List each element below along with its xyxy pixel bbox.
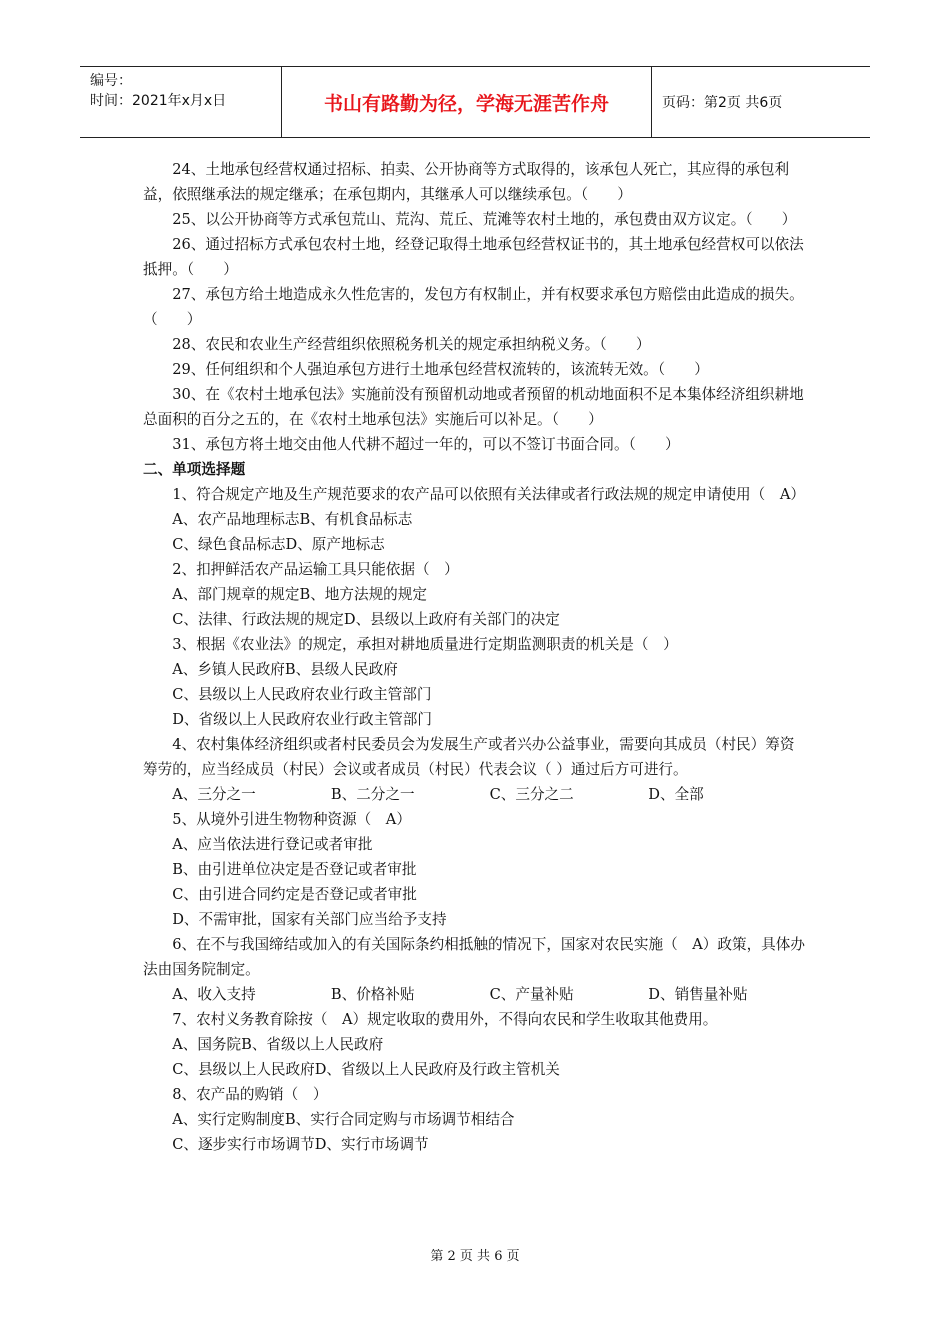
header-page-info: 页码：第2页 共6页	[662, 95, 783, 111]
question-6-option-b: B、价格补贴	[330, 986, 415, 1003]
question-5-stem: 5、从境外引进生物物种资源（ A）	[172, 811, 411, 828]
question-1-stem: 1、符合规定产地及生产规范要求的农产品可以依照有关法律或者行政法规的规定申请使用（ A）	[172, 486, 805, 503]
question-4-option-b: B、二分之一	[330, 786, 415, 803]
question-7-stem: 7、农村义务教育除按（ A）规定收取的费用外，不得向农民和学生收取其他费用。	[172, 1011, 718, 1028]
judgment-item-28: 28、农民和农业生产经营组织依照税务机关的规定承担纳税义务。（ ）	[172, 336, 651, 353]
question-8-stem: 8、农产品的购销（ ）	[172, 1086, 328, 1103]
judgment-item-31: 31、承包方将土地交由他人代耕不超过一年的，可以不签订书面合同。（ ）	[172, 436, 680, 453]
question-1-options-cd: C、绿色食品标志D、原产地标志	[172, 536, 385, 553]
document-body	[143, 157, 807, 1157]
question-5-option-d: D、不需审批，国家有关部门应当给予支持	[172, 911, 447, 928]
judgment-item-24: 24、土地承包经营权通过招标、拍卖、公开协商等方式取得的，该承包人死亡，其应得的承包利益，依照继承法的规定继承；在承包期内，其继承人可以继续承包。（ ）	[143, 161, 790, 203]
question-5-option-a: A、应当依法进行登记或者审批	[172, 836, 373, 853]
question-2-stem: 2、扣押鲜活农产品运输工具只能依据（ ）	[172, 561, 459, 578]
question-4-option-c: C、三分之二	[489, 786, 574, 803]
question-2-options-cd: C、法律、行政法规的规定D、县级以上政府有关部门的决定	[172, 611, 560, 628]
question-2-options-ab: A、部门规章的规定B、地方法规的规定	[172, 586, 427, 603]
judgment-item-27: 27、承包方给土地造成永久性危害的，发包方有权制止，并有权要求承包方赔偿由此造成的损失。（ ）	[143, 286, 804, 328]
section-title: 二、单项选择题	[143, 461, 246, 478]
question-4-option-d: D、全部	[648, 786, 704, 803]
question-5-option-b: B、由引进单位决定是否登记或者审批	[172, 861, 417, 878]
question-8-options-ab: A、实行定购制度B、实行合同定购与市场调节相结合	[172, 1111, 515, 1128]
question-5-option-c: C、由引进合同约定是否登记或者审批	[172, 886, 417, 903]
question-1-options-ab: A、农产品地理标志B、有机食品标志	[172, 511, 413, 528]
question-7-options-cd: C、县级以上人民政府D、省级以上人民政府及行政主管机关	[172, 1061, 560, 1078]
question-3-options-ab: A、乡镇人民政府B、县级人民政府	[172, 661, 398, 678]
question-6-options	[143, 982, 807, 1007]
header-meta	[80, 67, 282, 137]
judgment-item-30: 30、在《农村土地承包法》实施前没有预留机动地或者预留的机动地面积不足本集体经济组织耕地总面积的百分之五的，在《农村土地承包法》实施后可以补足。（ ）	[143, 386, 804, 428]
time-label: 时间：2021年x月x日	[90, 93, 227, 109]
question-6-option-d: D、销售量补贴	[648, 986, 748, 1003]
question-3-option-d: D、省级以上人民政府农业行政主管部门	[172, 711, 432, 728]
question-8-options-cd: C、逐步实行市场调节D、实行市场调节	[172, 1136, 429, 1153]
judgment-item-26: 26、通过招标方式承包农村土地，经登记取得土地承包经营权证书的，其土地承包经营权可以依法抵押。（ ）	[143, 236, 804, 278]
question-3-option-c: C、县级以上人民政府农业行政主管部门	[172, 686, 432, 703]
question-4-option-a: A、三分之一	[172, 786, 256, 803]
question-6-stem: 6、在不与我国缔结或加入的有关国际条约相抵触的情况下，国家对农民实施（ A）政策，具体办法由国务院制定。	[143, 936, 805, 978]
question-3-stem: 3、根据《农业法》的规定，承担对耕地质量进行定期监测职责的机关是（ ）	[172, 636, 678, 653]
question-4-options	[143, 782, 807, 807]
page-footer: 第 2 页 共 6 页	[430, 1249, 520, 1264]
header-motto: 书山有路勤为径，学海无涯苦作舟	[282, 67, 652, 137]
page-header	[80, 66, 870, 138]
question-6-option-c: C、产量补贴	[489, 986, 574, 1003]
judgment-item-25: 25、以公开协商等方式承包荒山、荒沟、荒丘、荒滩等农村土地的，承包费由双方议定。（ ）	[172, 211, 797, 228]
code-label: 编号：	[90, 73, 132, 89]
question-6-option-a: A、收入支持	[172, 986, 256, 1003]
judgment-item-29: 29、任何组织和个人强迫承包方进行土地承包经营权流转的，该流转无效。（ ）	[172, 361, 709, 378]
question-4-stem: 4、农村集体经济组织或者村民委员会为发展生产或者兴办公益事业，需要向其成员（村民）筹资筹劳的，应当经成员（村民）会议或者成员（村民）代表会议（ ）通过后方可进行。	[143, 736, 795, 778]
question-7-options-ab: A、国务院B、省级以上人民政府	[172, 1036, 384, 1053]
